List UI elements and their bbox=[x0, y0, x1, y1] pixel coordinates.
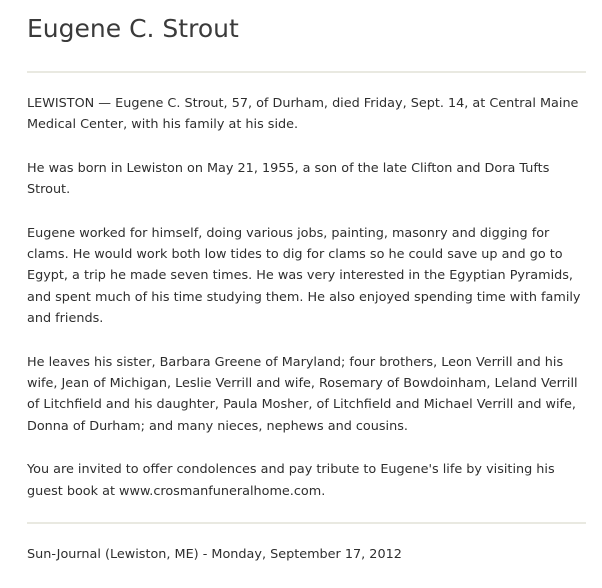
publication-source: Sun-Journal (Lewiston, ME) - Monday, September 17, 2012 bbox=[27, 547, 402, 562]
paragraph-survivors: He leaves his sister, Barbara Greene of Maryland; four brothers, Leon Verrill and his wife, Jean of Michigan, Leslie Verrill and wife, Rosemary of Bowdoinham, Leland Verrill of Litchfield and his daughter, Paula Mosher, of Litchfield and Michael Verrill and wife, Donna of Durham; and many nieces, nephews and cousins. bbox=[27, 354, 578, 434]
paragraph-death-notice: LEWISTON — Eugene C. Strout, 57, of Durham, died Friday, Sept. 14, at Central Maine Medical Center, with his family at his side. bbox=[27, 96, 579, 133]
paragraph-condolences: You are invited to offer condolences and pay tribute to Eugene's life by visiting his guest book at www.crosmanfuneralhome.com. bbox=[27, 462, 555, 499]
paragraph-birth: He was born in Lewiston on May 21, 1955, a son of the late Clifton and Dora Tufts Strout. bbox=[27, 160, 550, 198]
title-divider bbox=[27, 71, 586, 73]
obituary-title: Eugene C. Strout bbox=[27, 14, 239, 43]
obituary-body bbox=[27, 93, 586, 524]
footer-divider bbox=[27, 522, 586, 524]
paragraph-life: Eugene worked for himself, doing various jobs, painting, masonry and digging for clams. He would work both low tides to dig for clams so he could save up and go to Egypt, a trip he made seven times. He was very interested in the Egyptian Pyramids, and spent much of his time studying them. He also enjoyed spending time with family and friends. bbox=[27, 225, 581, 327]
